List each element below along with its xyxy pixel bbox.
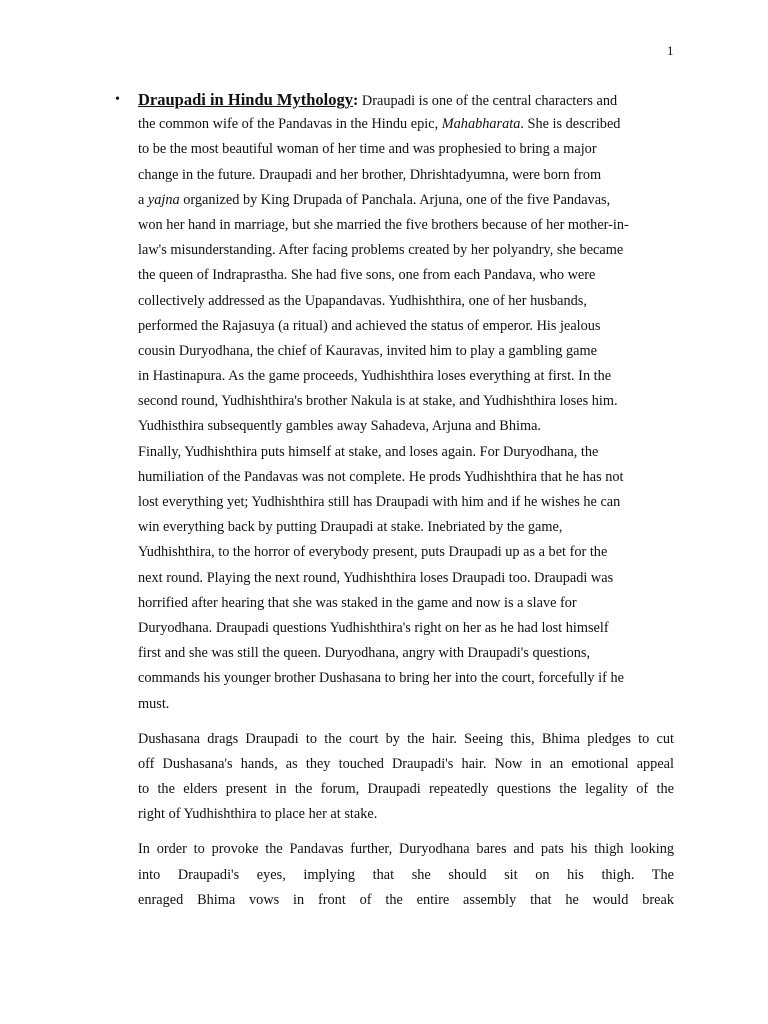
heading-colon: : [353,92,359,109]
paragraph-3-line-2: into Draupadi's eyes, implying that she should sit on his thigh. The [138,866,674,883]
paragraph-1-line-15: Finally, Yudhishthira puts himself at stake, and loses again. For Duryodhana, the [138,443,599,460]
paragraph-1-line-19: Yudhishthira, to the horror of everybody present, puts Draupadi up as a bet for the [138,544,608,561]
paragraph-text: the common wife of the Pandavas in the Hindu epic, [138,116,442,133]
paragraph-1-line-23: first and she was still the queen. Duryodhana, angry with Draupadi's questions, [138,645,591,662]
paragraph-text: . She is described [520,116,621,133]
paragraph-1-line-5 [138,188,674,213]
paragraph-1-line-10: performed the Rajasuya (a ritual) and achieved the status of emperor. His jealous [138,317,601,334]
paragraph-1-line-21: horrified after hearing that she was staked in the game and now is a slave for [138,594,577,611]
paragraph-text: organized by King Drupada of Panchala. Arjuna, one of the five Pandavas, [179,191,611,208]
paragraph-1-line-22: Duryodhana. Draupadi questions Yudhishthira's right on her as he had lost himself [138,619,609,636]
paragraph-1-line-20: next round. Playing the next round, Yudhishthira loses Draupadi too. Draupadi was [138,569,614,586]
bullet-icon: • [115,92,120,107]
paragraph-1-line-8: the queen of Indraprastha. She had five sons, one from each Pandava, who were [138,267,596,284]
paragraph-1-line-18: win everything back by putting Draupadi at stake. Inebriated by the game, [138,519,563,536]
paragraph-gap [138,717,674,727]
paragraph-1-line-25: must. [138,695,170,712]
paragraph-1-line-7: law's misunderstanding. After facing problems created by her polyandry, she became [138,242,624,259]
paragraph-1-line-12: in Hastinapura. As the game proceeds, Yudhishthira loses everything at first. In the [138,368,612,385]
paragraph-3-line-1: In order to provoke the Pandavas further, Duryodhana bares and pats his thigh looking [138,841,674,858]
page-number: 1 [667,43,674,58]
paragraph-1-line-1 [115,87,674,112]
paragraph-1-line-24: commands his younger brother Dushasana to bring her into the court, forcefully if he [138,670,624,687]
paragraph-3-line-3: enraged Bhima vows in front of the entire assembly that he would break [138,891,674,908]
paragraph-1-line-14: Yudhisthira subsequently gambles away Sahadeva, Arjuna and Bhima. [138,418,542,435]
paragraph-text: Draupadi is one of the central characters and [358,93,618,109]
paragraph-1-line-6: won her hand in marriage, but she married the five brothers because of her mother-in- [138,216,629,233]
paragraph-1-line-2 [138,112,674,137]
paragraph-2-line-4: right of Yudhishthira to place her at stake. [138,806,378,823]
paragraph-2-line-1: Dushasana drags Draupadi to the court by the hair. Seeing this, Bhima pledges to cut [138,730,674,747]
document-body [115,87,674,913]
paragraph-1-line-4: change in the future. Draupadi and her brother, Dhrishtadyumna, were born from [138,166,602,183]
paragraph-text: a [138,191,148,208]
section-heading: Draupadi in Hindu Mythology [138,90,354,109]
italic-term: yajna [147,191,180,208]
paragraph-1-line-11: cousin Duryodhana, the chief of Kauravas, invited him to play a gambling game [138,342,597,359]
paragraph-1-line-13: second round, Yudhishthira's brother Nakula is at stake, and Yudhishthira loses him. [138,393,618,410]
paragraph-1-line-16: humiliation of the Pandavas was not complete. He prods Yudhishthira that he has not [138,468,624,485]
paragraph-gap [138,827,674,837]
paragraph-2-line-2: off Dushasana's hands, as they touched Draupadi's hair. Now in an emotional appeal [138,755,674,772]
paragraph-1-line-9: collectively addressed as the Upapandavas. Yudhishthira, one of her husbands, [138,292,587,309]
paragraph-1-line-3: to be the most beautiful woman of her time and was prophesied to bring a major [138,141,597,158]
paragraph-2-line-3: to the elders present in the forum, Draupadi repeatedly questions the legality of the [138,781,674,798]
epic-title: Mahabharata [441,116,521,133]
paragraph-1-line-17: lost everything yet; Yudhishthira still has Draupadi with him and if he wishes he can [138,494,621,510]
